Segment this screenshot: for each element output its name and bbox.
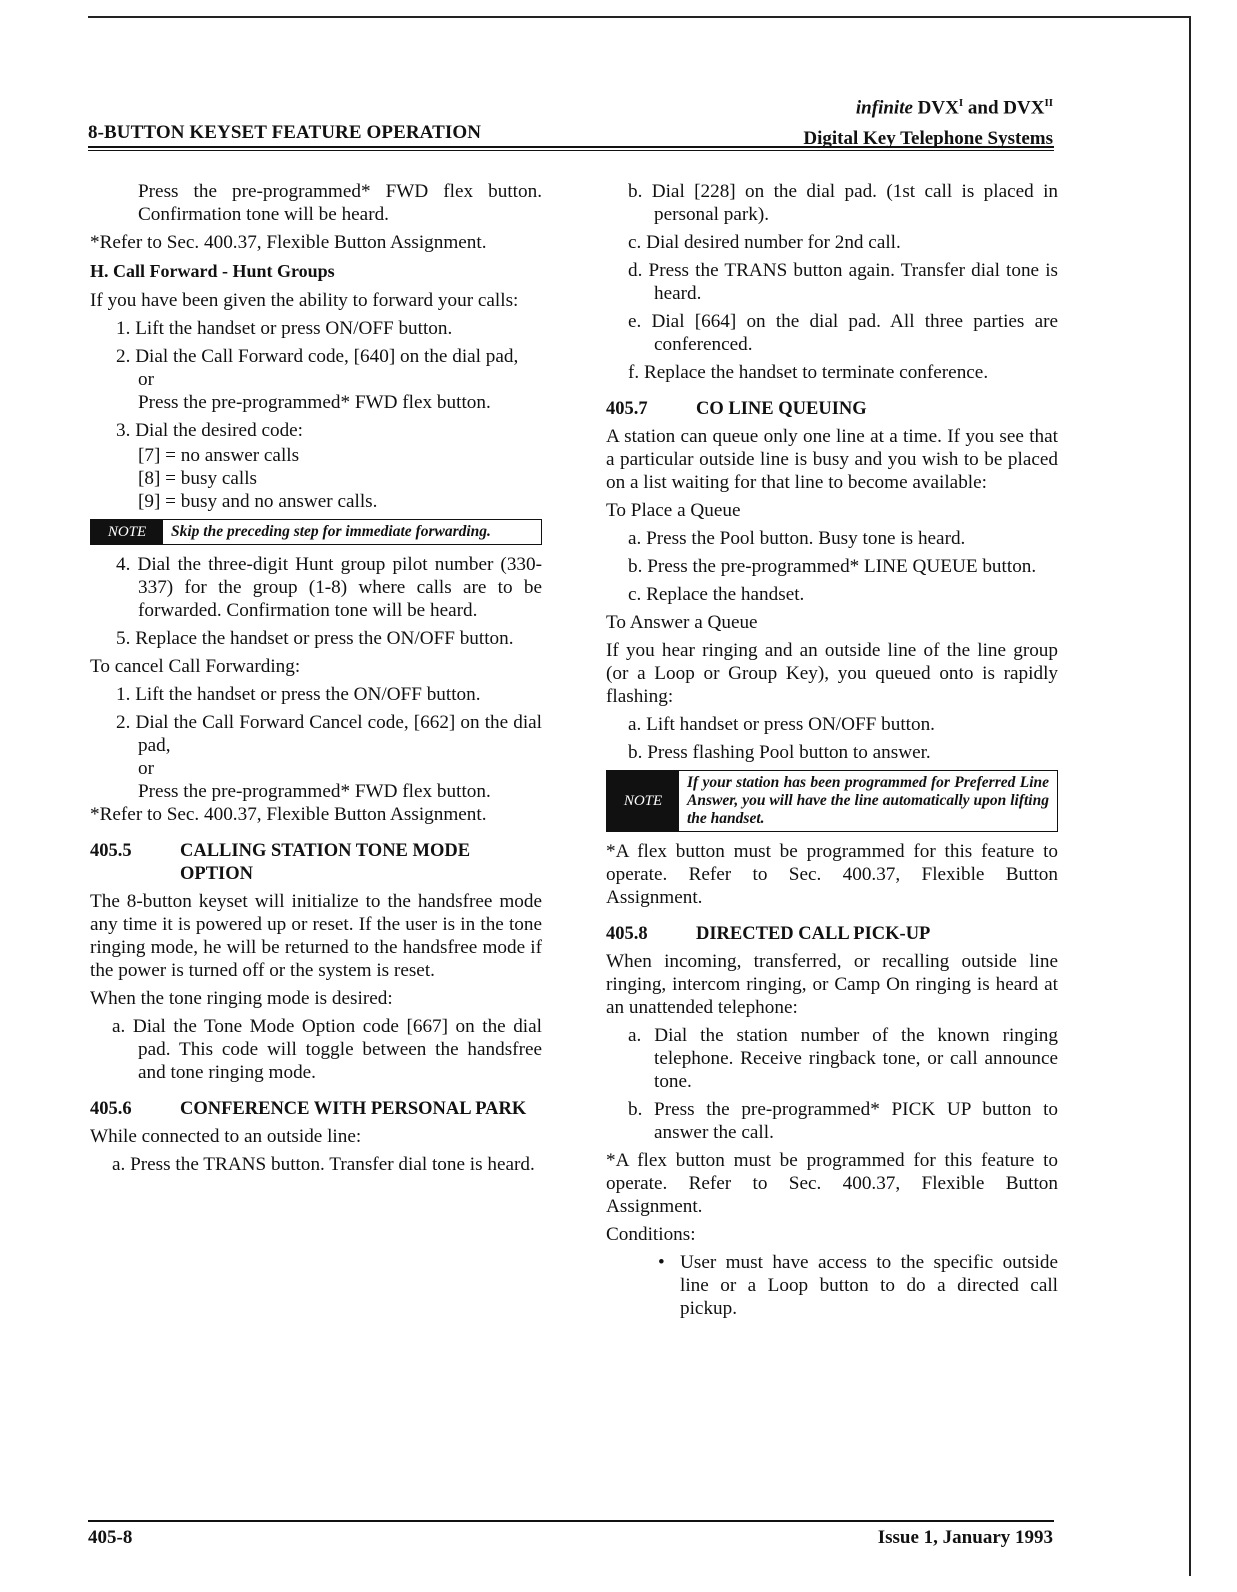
section-heading <box>90 840 542 886</box>
page-number: 405-8 <box>88 1527 133 1548</box>
header-rule <box>88 146 1054 148</box>
section-heading-text: CALLING STATION TONE MODE OPTION <box>180 841 471 884</box>
paragraph: Press the pre-programmed* FWD flex button. Confirmation tone will be heard. <box>138 181 542 225</box>
paragraph: When incoming, transferred, or recalling outside line ringing, intercom ringing, or Camp On ringing is heard at an unattended telephone: <box>606 951 1058 1018</box>
step: 3. Dial the desired code: <box>116 420 304 441</box>
or-label: or <box>138 369 154 390</box>
paragraph: While connected to an outside line: <box>90 1126 362 1147</box>
section-heading-text: DIRECTED CALL PICK-UP <box>696 924 931 944</box>
page-frame-top <box>88 16 1190 18</box>
left-column <box>90 180 542 1181</box>
code-option: [7] = no answer calls <box>138 445 300 466</box>
step: c. Dial desired number for 2nd call. <box>628 232 901 253</box>
code-option: [9] = busy and no answer calls. <box>138 491 378 512</box>
paragraph: The 8-button keyset will initialize to the handsfree mode any time it is powered up or reset. If the user is in the tone ringing mode, he will be returned to the handsfree mode if the power is turned off or the system is reset. <box>90 891 542 981</box>
section-heading <box>90 1098 542 1121</box>
section-heading-text: CONFERENCE WITH PERSONAL PARK <box>180 1099 527 1119</box>
paragraph: To cancel Call Forwarding: <box>90 656 301 677</box>
step: a. Dial the Tone Mode Option code [667] on the dial pad. This code will toggle between the handsfree and tone ringing mode. <box>112 1016 542 1083</box>
product-line <box>803 88 1053 123</box>
brand-name: infinite <box>855 97 913 119</box>
bullet-item <box>606 1251 1058 1320</box>
step: a. Press the Pool button. Busy tone is heard. <box>628 528 966 549</box>
section-title: 8-BUTTON KEYSET FEATURE OPERATION <box>88 122 482 143</box>
product-b-sup: II <box>1044 97 1053 109</box>
subsection-heading: H. Call Forward - Hunt Groups <box>90 261 335 281</box>
section-heading <box>606 923 1058 946</box>
step: 2. Dial the Call Forward code, [640] on the dial pad, <box>116 346 519 367</box>
note-tag: NOTE <box>607 771 679 831</box>
step: a. Press the TRANS button. Transfer dial tone is heard. <box>112 1154 535 1175</box>
step-alt: Press the pre-programmed* FWD flex button. <box>138 781 491 802</box>
step: 2. Dial the Call Forward Cancel code, [662] on the dial pad, <box>116 712 542 756</box>
step: b. Press flashing Pool button to answer. <box>628 742 931 763</box>
note-box <box>90 519 542 545</box>
paragraph: To Answer a Queue <box>606 612 758 633</box>
step: b. Press the pre-programmed* PICK UP button to answer the call. <box>628 1099 1058 1143</box>
bullet-text: User must have access to the specific outside line or a Loop button to do a directed call pickup. <box>680 1252 1058 1319</box>
document-title <box>803 88 1053 154</box>
footnote-ref: *Refer to Sec. 400.37, Flexible Button Assignment. <box>90 232 487 253</box>
section-number: 405.7 <box>606 399 648 419</box>
paragraph: A station can queue only one line at a time. If you see that a particular outside line is busy and you wish to be placed on a list waiting for that line to become available: <box>606 426 1058 493</box>
section-number: 405.8 <box>606 924 648 944</box>
step: f. Replace the handset to terminate conference. <box>628 362 989 383</box>
section-heading-text: CO LINE QUEUING <box>696 399 867 419</box>
page-frame-right <box>1189 16 1191 1576</box>
section-heading <box>606 398 1058 421</box>
step: b. Dial [228] on the dial pad. (1st call is placed in personal park). <box>628 181 1058 225</box>
bullet-icon: • <box>658 1252 665 1273</box>
note-tag: NOTE <box>91 520 163 544</box>
header-rule-thin <box>88 150 1054 151</box>
step: c. Replace the handset. <box>628 584 805 605</box>
step: 1. Lift the handset or press the ON/OFF button. <box>116 684 481 705</box>
product-a-sup: I <box>958 97 964 109</box>
paragraph: Conditions: <box>606 1224 696 1245</box>
step: 5. Replace the handset or press the ON/OFF button. <box>116 628 514 649</box>
paragraph: When the tone ringing mode is desired: <box>90 988 393 1009</box>
note-box <box>606 770 1058 832</box>
footnote-ref: *Refer to Sec. 400.37, Flexible Button Assignment. <box>90 804 487 825</box>
footnote-ref: *A flex button must be programmed for this feature to operate. Refer to Sec. 400.37, Flexible Button Assignment. <box>606 1150 1058 1217</box>
paragraph: To Place a Queue <box>606 500 741 521</box>
step: a. Dial the station number of the known ringing telephone. Receive ringback tone, or call announce tone. <box>628 1025 1058 1092</box>
issue-date: Issue 1, January 1993 <box>877 1527 1053 1548</box>
product-and: and <box>967 97 999 119</box>
step: b. Press the pre-programmed* LINE QUEUE button. <box>628 556 1037 577</box>
paragraph: If you hear ringing and an outside line of the line group (or a Loop or Group Key), you queued onto is rapidly flashing: <box>606 640 1058 707</box>
footer-rule <box>88 1520 1054 1522</box>
product-a: DVX <box>917 97 959 119</box>
step: e. Dial [664] on the dial pad. All three parties are conferenced. <box>628 311 1058 355</box>
step-alt: Press the pre-programmed* FWD flex button. <box>138 392 491 413</box>
step: 1. Lift the handset or press ON/OFF button. <box>116 318 453 339</box>
product-b: DVX <box>1003 97 1045 119</box>
section-number: 405.6 <box>90 1099 132 1119</box>
note-text: Skip the preceding step for immediate forwarding. <box>171 523 491 540</box>
right-column <box>606 180 1058 1320</box>
document-subtitle: Digital Key Telephone Systems <box>803 128 1053 150</box>
step: 4. Dial the three-digit Hunt group pilot number (330-337) for the group (1-8) where calls are to be forwarded. Confirmation tone will be heard. <box>116 554 542 621</box>
step: a. Lift handset or press ON/OFF button. <box>628 714 935 735</box>
footnote-ref: *A flex button must be programmed for this feature to operate. Refer to Sec. 400.37, Flexible Button Assignment. <box>606 841 1058 908</box>
paragraph: If you have been given the ability to forward your calls: <box>90 290 519 311</box>
section-number: 405.5 <box>90 841 132 861</box>
note-text: If your station has been programmed for Preferred Line Answer, you will have the line automatically upon lifting the handset. <box>687 774 1049 827</box>
code-option: [8] = busy calls <box>138 468 257 489</box>
or-label: or <box>138 758 154 779</box>
step: d. Press the TRANS button again. Transfer dial tone is heard. <box>628 260 1058 304</box>
